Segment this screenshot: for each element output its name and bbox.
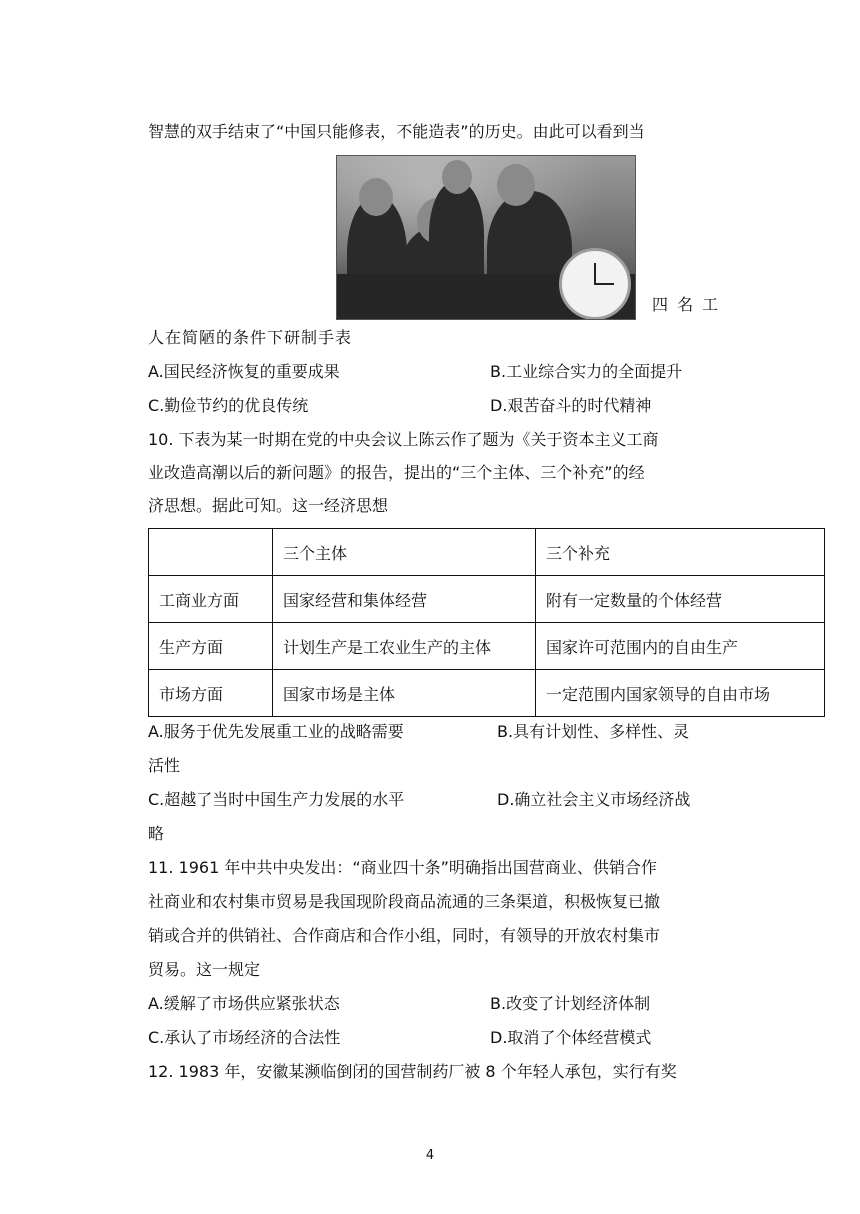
q9-option-d: D.艰苦奋斗的时代精神 — [490, 396, 652, 415]
economic-thought-table — [148, 528, 825, 717]
table-row — [149, 576, 825, 623]
table-header-cell — [149, 529, 273, 576]
q10-stem-line-1: 10. 下表为某一时期在党的中央会议上陈云作了题为《关于资本主义工商 — [148, 430, 659, 449]
q11-stem-line-4: 贸易。这一规定 — [148, 960, 261, 979]
q12-stem-line-1: 12. 1983 年，安徽某濒临倒闭的国营制药厂被 8 个年轻人承包，实行有奖 — [148, 1062, 677, 1081]
table-cell: 计划生产是工农业生产的主体 — [273, 623, 536, 670]
table-cell: 国家市场是主体 — [273, 670, 536, 717]
q10-option-b-wrap: 活性 — [148, 756, 181, 775]
text-line-1: 智慧的双手结束了“中国只能修表，不能造表”的历史。由此可以看到当 — [148, 122, 645, 141]
table-header-row — [149, 529, 825, 576]
table-cell: 生产方面 — [149, 623, 273, 670]
q11-option-d: D.取消了个体经营模式 — [490, 1028, 652, 1047]
q10-option-b: B.具有计划性、多样性、灵 — [497, 722, 690, 741]
table-header-cell: 三个主体 — [273, 529, 536, 576]
photo-caption-part-1: 四 名 工 — [652, 295, 721, 314]
q10-stem-line-3: 济思想。据此可知。这一经济思想 — [148, 496, 389, 515]
page-number: 4 — [425, 1148, 435, 1163]
table-row — [149, 670, 825, 717]
table-header-cell: 三个补充 — [536, 529, 825, 576]
table-cell: 国家经营和集体经营 — [273, 576, 536, 623]
q10-option-d: D.确立社会主义市场经济战 — [497, 790, 691, 809]
q9-option-b: B.工业综合实力的全面提升 — [490, 362, 683, 381]
table-cell: 市场方面 — [149, 670, 273, 717]
table-row — [149, 623, 825, 670]
q9-option-c: C.勤俭节约的优良传统 — [148, 396, 309, 415]
historical-photo — [336, 155, 636, 320]
clock-icon — [559, 248, 631, 320]
q11-option-c: C.承认了市场经济的合法性 — [148, 1028, 341, 1047]
q11-option-a: A.缓解了市场供应紧张状态 — [148, 994, 340, 1013]
q10-option-a: A.服务于优先发展重工业的战略需要 — [148, 722, 404, 741]
q9-option-a: A.国民经济恢复的重要成果 — [148, 362, 340, 381]
q11-stem-line-3: 销或合并的供销社、合作商店和合作小组，同时，有领导的开放农村集市 — [148, 926, 661, 945]
q11-option-b: B.改变了计划经济体制 — [490, 994, 651, 1013]
q10-option-c: C.超越了当时中国生产力发展的水平 — [148, 790, 405, 809]
table-cell: 一定范围内国家领导的自由市场 — [536, 670, 825, 717]
table-cell: 附有一定数量的个体经营 — [536, 576, 825, 623]
q10-option-d-wrap: 略 — [148, 824, 165, 843]
photo-caption-part-2: 人在简陋的条件下研制手表 — [148, 328, 353, 347]
table-cell: 工商业方面 — [149, 576, 273, 623]
table-cell: 国家许可范围内的自由生产 — [536, 623, 825, 670]
q10-stem-line-2: 业改造高潮以后的新问题》的报告，提出的“三个主体、三个补充”的经 — [148, 463, 645, 482]
q11-stem-line-1: 11. 1961 年中共中央发出：“商业四十条”明确指出国营商业、供销合作 — [148, 858, 657, 877]
q11-stem-line-2: 社商业和农村集市贸易是我国现阶段商品流通的三条渠道，积极恢复已撤 — [148, 892, 661, 911]
